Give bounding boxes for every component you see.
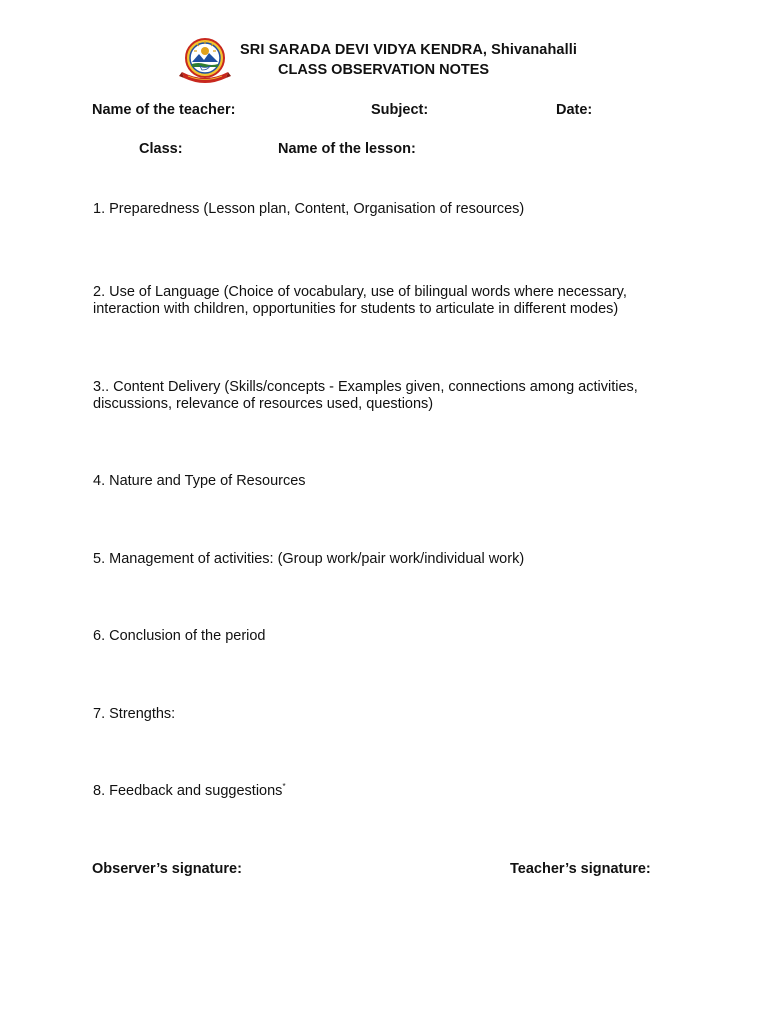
lesson-name-label: Name of the lesson: [278, 141, 416, 157]
teacher-name-label: Name of the teacher: [92, 102, 236, 118]
section-management-of-activities: 5. Management of activities: (Group work/pair work/individual work) [93, 551, 525, 567]
section-use-of-language: 2. Use of Language (Choice of vocabulary, use of bilingual words where necessary, interaction with children, opportunities for students to articulate in different modes) [93, 284, 627, 317]
school-emblem-icon [178, 36, 232, 86]
subject-label: Subject: [371, 102, 429, 118]
document-title: CLASS OBSERVATION NOTES [278, 62, 490, 78]
footnote-marker: * [282, 782, 286, 792]
section-strengths: 7. Strengths: [93, 706, 176, 722]
section-feedback-text: 8. Feedback and suggestions [93, 783, 283, 799]
date-label: Date: [556, 102, 593, 118]
section-feedback [93, 783, 683, 800]
section-conclusion: 6. Conclusion of the period [93, 628, 266, 644]
section-resources: 4. Nature and Type of Resources [93, 473, 306, 489]
teacher-signature-label: Teacher’s signature: [510, 861, 651, 877]
section-content-delivery: 3.. Content Delivery (Skills/concepts - Examples given, connections among activities, discussions, relevance of resources used, questions) [93, 379, 638, 412]
school-name: SRI SARADA DEVI VIDYA KENDRA, Shivanahalli [240, 42, 577, 58]
observer-signature-label: Observer’s signature: [92, 861, 242, 877]
class-label: Class: [139, 141, 183, 157]
section-preparedness: 1. Preparedness (Lesson plan, Content, Organisation of resources) [93, 201, 525, 217]
